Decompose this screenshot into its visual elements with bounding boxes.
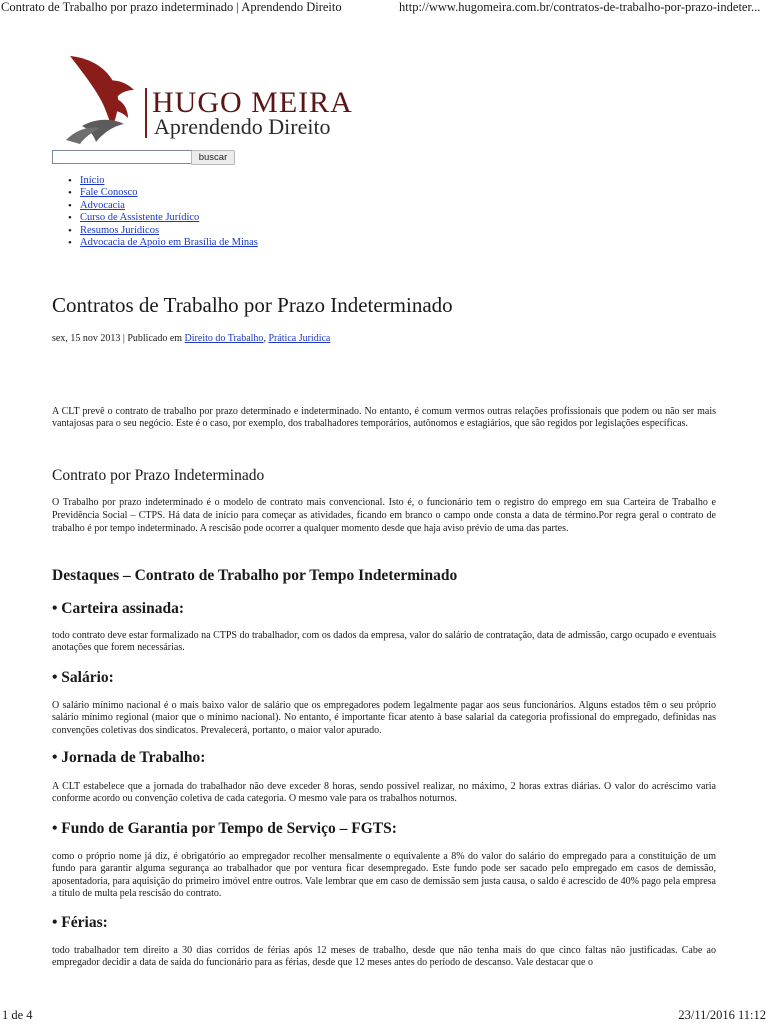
text-jornada: A CLT estabelece que a jornada do trabalhador não deve exceder 8 horas, sendo possível realizar, no máximo, 2 horas extras diárias. O valor do acréscimo varia conforme acordo ou convenção coletiva de cada categoria. O mesmo vale para os trabalhos noturnos.	[52, 781, 716, 805]
category-link-direito-do-trabalho[interactable]: Direito do Trabalho	[184, 333, 264, 344]
logo-tagline: Aprendendo Direito	[154, 114, 331, 139]
site-logo[interactable]	[62, 52, 362, 144]
nav-link-advocacia-apoio[interactable]: Advocacia de Apoio em Brasília de Minas	[80, 237, 258, 249]
logo-wordmark: HUGO MEIRA	[152, 86, 353, 119]
heading-jornada: • Jornada de Trabalho:	[52, 749, 206, 766]
heading-carteira-assinada: • Carteira assinada:	[52, 600, 184, 617]
text-carteira-assinada: todo contrato deve estar formalizado na CTPS do trabalhador, com os dados da empresa, valor do salário de contratação, data de admissão, cargo ocupado e eventuais anotações que forem necessárias.	[52, 630, 716, 654]
category-link-pratica-juridica[interactable]: Prática Jurídica	[268, 333, 331, 344]
print-header	[0, 0, 768, 14]
post-meta	[52, 332, 330, 345]
section-heading-destaques: Destaques – Contrato de Trabalho por Tempo Indeterminado	[52, 567, 458, 584]
heading-ferias: • Férias:	[52, 914, 108, 931]
nav-item-advocacia-apoio	[66, 237, 258, 249]
heading-salario: • Salário:	[52, 669, 114, 686]
print-datetime: 23/11/2016 11:12	[678, 1008, 766, 1022]
nav-link-resumos[interactable]: Resumos Jurídicos	[80, 224, 160, 236]
category-separator: ,	[263, 333, 269, 344]
nav-item-resumos	[66, 225, 258, 237]
text-ferias: todo trabalhador tem direito a 30 dias corridos de férias após 12 meses de trabalho, desde que não tenha mais do que cinco faltas não justificadas. Cabe ao empregador decidir a data de saída do funcionário para as férias, desde que 12 meses antes do período de descanso. Vale destacar que o	[52, 945, 716, 969]
print-page-title: Contrato de Trabalho por prazo indeterminado | Aprendendo Direito	[1, 0, 342, 14]
heading-fgts: • Fundo de Garantia por Tempo de Serviço – FGTS:	[52, 820, 397, 837]
nav-item-inicio	[66, 175, 258, 187]
text-salario: O salário mínimo nacional é o mais baixo valor de salário que os empregadores podem legalmente pagar aos seus funcionários. Alguns estados têm o seu próprio salário mínimo regional (maior que o mínimo nacional). No entanto, é importante ficar atento à base salarial da categoria profissional do empregado, definidas nas convenções coletivas dos sindicatos. Prevalecerá, portanto, o maior valor apurado.	[52, 700, 716, 736]
nav-item-fale-conosco	[66, 187, 258, 199]
nav-link-fale-conosco[interactable]: Fale Conosco	[80, 187, 138, 199]
bird-emblem-icon	[62, 52, 144, 144]
nav-link-advocacia[interactable]: Advocacia	[80, 199, 125, 211]
nav-item-curso	[66, 212, 258, 224]
post-title: Contratos de Trabalho por Prazo Indeterminado	[52, 293, 453, 317]
section-heading-prazo-indeterminado: Contrato por Prazo Indeterminado	[52, 467, 265, 484]
text-fgts: como o próprio nome já diz, é obrigatório ao empregador recolher mensalmente o equivalente a 8% do valor do salário do empregado para a constituição de um fundo para garantir alguma segurança ao trabalhador que por ventura ficar desempregado. Este fundo pode ser sacado pelo empregado em casos de demissão, aposentadoria, para aquisição do primeiro imóvel entre outros. Vale lembrar que em caso de demissão sem justa causa, o saldo é acrescido de 40% pago pela empresa a título de multa pela rescisão do contrato.	[52, 851, 716, 899]
post-intro: A CLT prevê o contrato de trabalho por prazo determinado e indeterminado. No entanto, é comum vermos outras relações profissionais que podem ou não ser mais vantajosas para o seu negócio. Este é o caso, por exemplo, dos trabalhadores temporários, autônomos e estagiários, que são regidos por legislações específicas.	[52, 406, 716, 430]
print-footer	[0, 1006, 768, 1024]
search-input[interactable]	[52, 150, 192, 164]
section-text-prazo-indeterminado: O Trabalho por prazo indeterminado é o modelo de contrato mais convencional. Isto é, o funcionário tem o registro do emprego em sua Carteira de Trabalho e Previdência Social – CTPS. Há data de início para começar as atividades, ficando em branco o campo onde consta a data de término.Por regra geral o contrato de trabalho é por tempo indeterminado. A rescisão pode ocorrer a qualquer momento desde que haja aviso prévio de uma das partes.	[52, 497, 716, 534]
nav-link-inicio[interactable]: Início	[80, 175, 105, 186]
post-date: sex, 15 nov 2013 | Publicado em	[52, 333, 185, 344]
nav-item-advocacia	[66, 200, 258, 212]
main-nav	[66, 175, 258, 249]
print-page-number: 1 de 4	[2, 1008, 33, 1022]
logo-divider	[145, 88, 147, 138]
nav-link-curso[interactable]: Curso de Assistente Jurídico	[80, 212, 200, 224]
print-page-url: http://www.hugomeira.com.br/contratos-de-trabalho-por-prazo-indeter...	[399, 0, 761, 14]
search-button[interactable]: buscar	[191, 150, 235, 165]
